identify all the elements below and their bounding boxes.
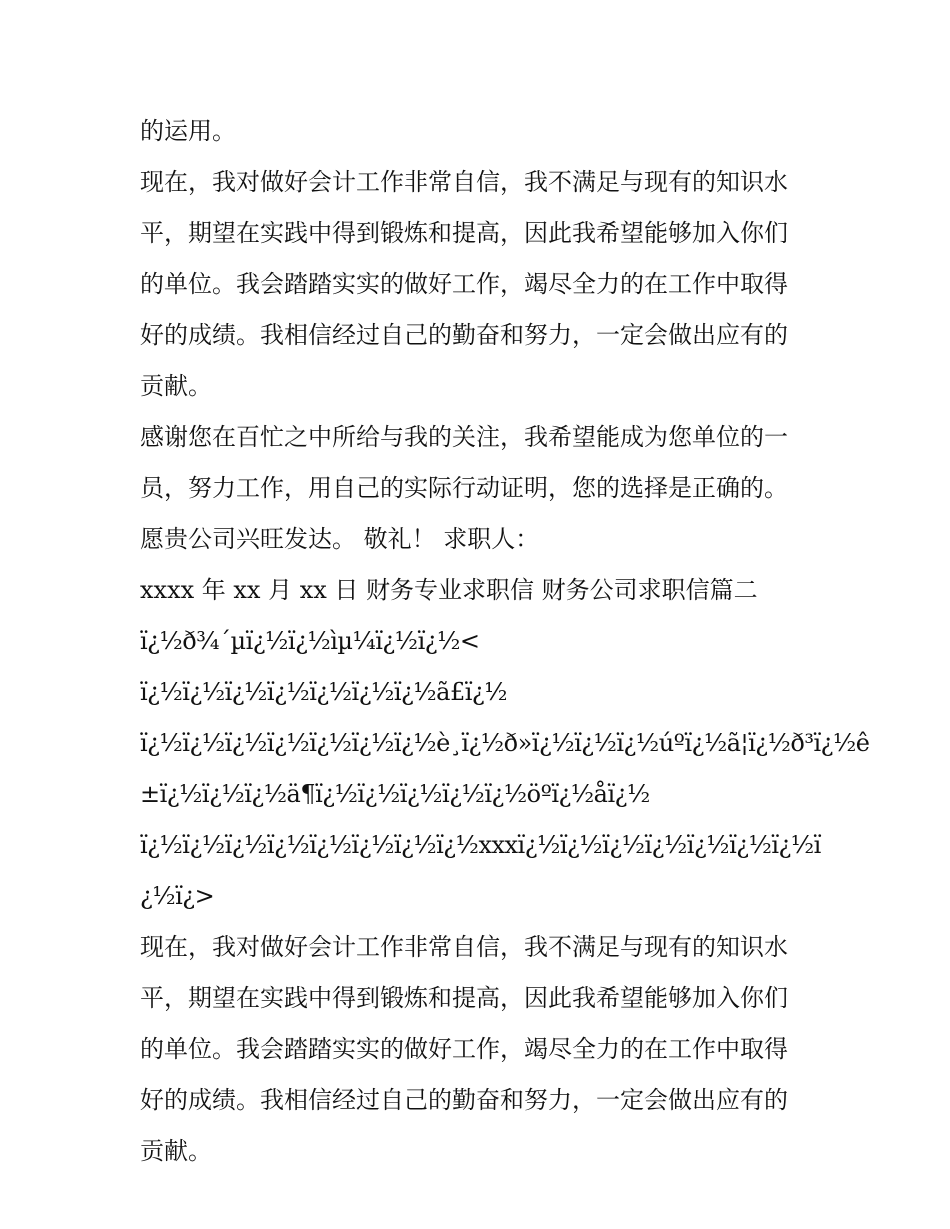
- text-line: 愿贵公司兴旺发达。 敬礼！ 求职人：: [140, 525, 540, 553]
- text-line: 的单位。我会踏踏实实的做好工作，竭尽全力的在工作中取得: [140, 270, 788, 298]
- garbled-text-line: ¿½ï¿>: [140, 882, 215, 910]
- text-line: 的运用。: [140, 117, 236, 145]
- body-text: [140, 106, 870, 1177]
- text-line: 平，期望在实践中得到锻炼和提高，因此我希望能够加入你们: [140, 219, 788, 247]
- text-line: 感谢您在百忙之中所给与我的关注，我希望能成为您单位的一: [140, 423, 788, 451]
- garbled-text-line: ï¿½ï¿½ï¿½ï¿½ï¿½ï¿½ï¿½ã£ï¿½: [140, 678, 508, 706]
- garbled-text-line: ï¿½ï¿½ï¿½ï¿½ï¿½ï¿½ï¿½è¸ï¿½ð»ï¿½ï¿½ï¿½úºï¿½ã¦ï¿½ð³ï¿½ê: [140, 729, 870, 757]
- garbled-text-line: ï¿½ð¾´µï¿½ï¿½ìµ¼ï¿½ï¿½<: [140, 627, 480, 655]
- text-line: 现在，我对做好会计工作非常自信，我不满足与现有的知识水: [140, 168, 788, 196]
- garbled-text-line: ï¿½ï¿½ï¿½ï¿½ï¿½ï¿½ï¿½ï¿½xxxï¿½ï¿½ï¿½ï¿½ï¿½ï¿½ï¿½ï: [140, 831, 821, 859]
- text-line: 贡献。: [140, 372, 212, 400]
- garbled-text-line: ±ï¿½ï¿½ï¿½ä¶ï¿½ï¿½ï¿½ï¿½ï¿½öºï¿½åï¿½: [140, 780, 650, 808]
- text-line: 好的成绩。我相信经过自己的勤奋和努力，一定会做出应有的: [140, 1086, 788, 1114]
- text-line: 现在，我对做好会计工作非常自信，我不满足与现有的知识水: [140, 933, 788, 961]
- text-line: 好的成绩。我相信经过自己的勤奋和努力，一定会做出应有的: [140, 321, 788, 349]
- text-line: xxxx 年 xx 月 xx 日 财务专业求职信 财务公司求职信篇二: [140, 576, 758, 604]
- text-line: 员，努力工作，用自己的实际行动证明，您的选择是正确的。: [140, 474, 788, 502]
- text-line: 贡献。: [140, 1137, 212, 1165]
- text-line: 的单位。我会踏踏实实的做好工作，竭尽全力的在工作中取得: [140, 1035, 788, 1063]
- text-line: 平，期望在实践中得到锻炼和提高，因此我希望能够加入你们: [140, 984, 788, 1012]
